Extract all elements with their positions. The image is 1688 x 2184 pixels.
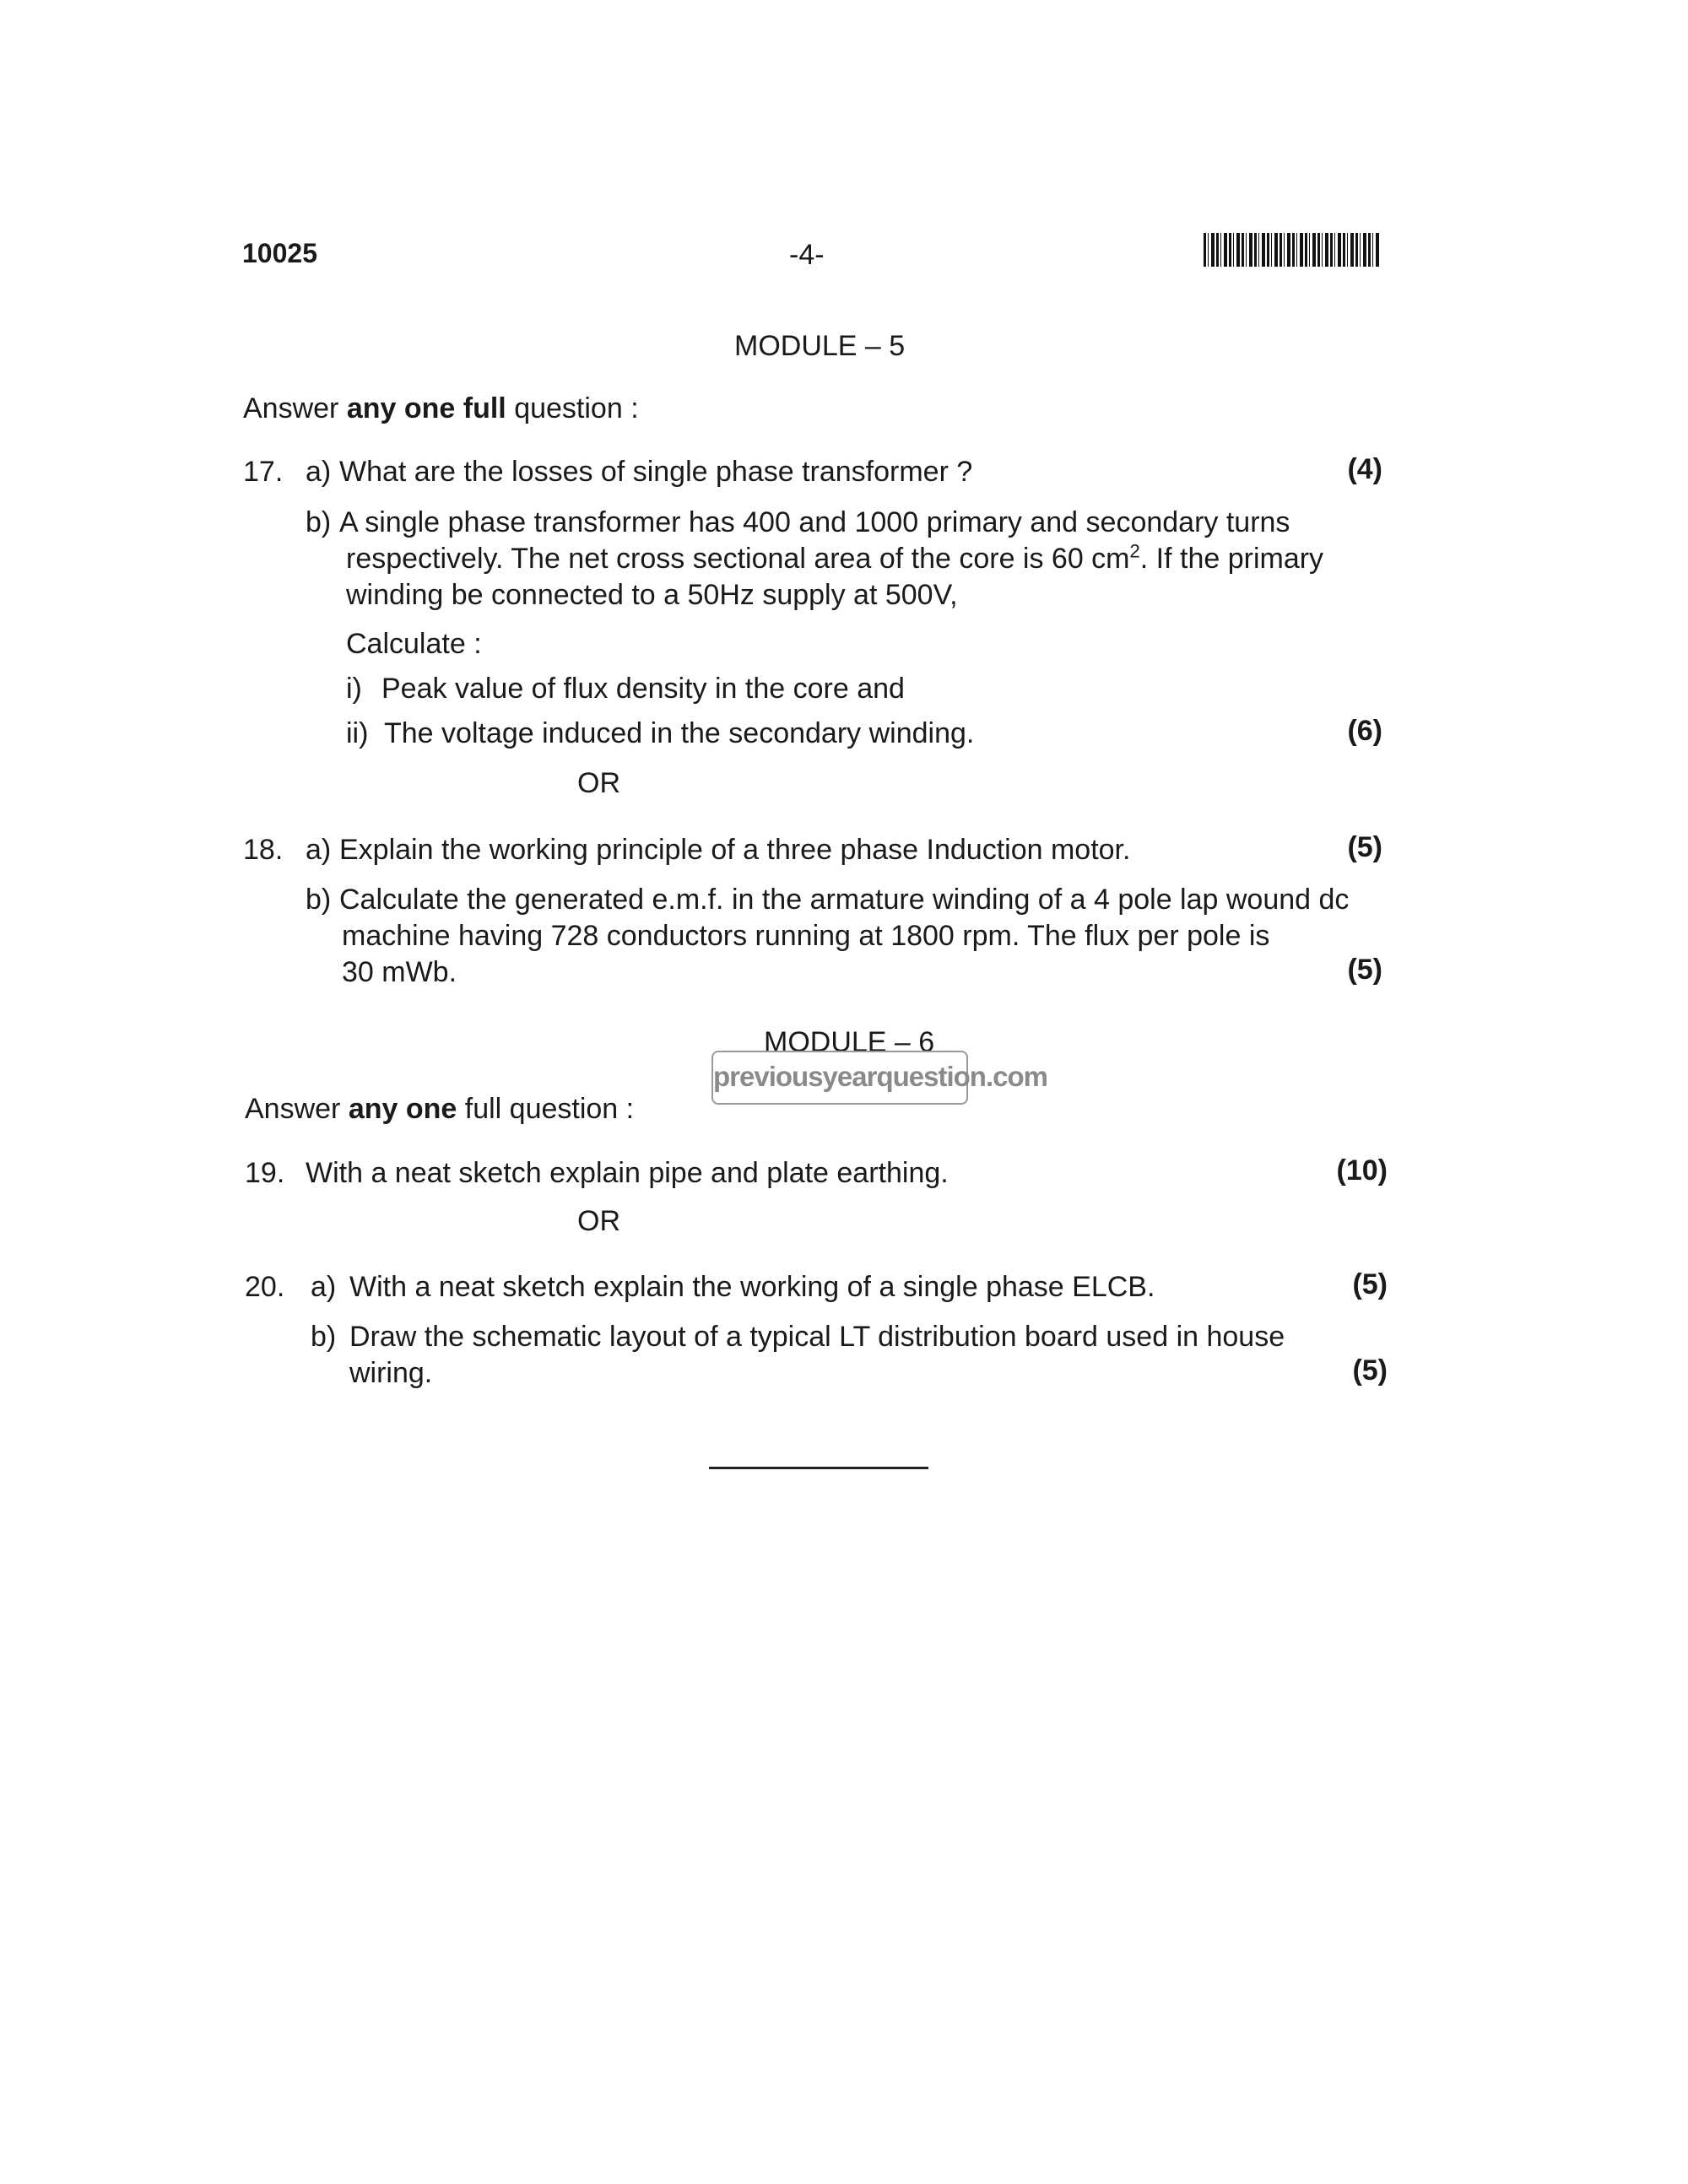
q20b-marks: (5) <box>1352 1354 1388 1387</box>
q17b-ii-label: ii) <box>346 717 369 749</box>
q19-marks: (10) <box>1336 1154 1388 1187</box>
q20b-line1: Draw the schematic layout of a typical LT distribution board used in house <box>349 1321 1285 1353</box>
q17a-text: What are the losses of single phase transformer ? <box>339 456 973 488</box>
q18b-line3: 30 mWb. <box>342 956 457 988</box>
q17b-line1: A single phase transformer has 400 and 1000 primary and secondary turns <box>339 506 1290 538</box>
q18b-marks: (5) <box>1347 954 1382 986</box>
q17b-label: b) <box>306 506 332 538</box>
or-divider-1: OR <box>577 767 620 799</box>
end-rule <box>709 1467 928 1469</box>
q18b-label: b) <box>306 884 332 916</box>
q18-number: 18. <box>243 834 284 866</box>
q17a-marks: (4) <box>1347 453 1382 485</box>
page-number: -4- <box>789 239 825 271</box>
q18a-marks: (5) <box>1347 831 1382 863</box>
q17b-marks: (6) <box>1347 715 1382 747</box>
barcode <box>1204 233 1381 267</box>
q18b-line2: machine having 728 conductors running at 1800 rpm. The flux per pole is <box>342 920 1270 952</box>
q20a-marks: (5) <box>1352 1268 1388 1300</box>
q20a-label: a) <box>311 1271 337 1303</box>
q17b-i-label: i) <box>346 673 362 705</box>
q20b-line2: wiring. <box>349 1357 433 1389</box>
module-6-instruction: Answer any one full question : <box>245 1093 635 1125</box>
q20-number: 20. <box>245 1271 285 1303</box>
or-divider-2: OR <box>577 1205 620 1237</box>
module-6-title: MODULE – 6 <box>764 1026 935 1058</box>
q20b-label: b) <box>311 1321 337 1353</box>
q18a-label: a) <box>306 834 332 866</box>
q17-number: 17. <box>243 456 284 488</box>
q17b-line3: winding be connected to a 50Hz supply at 500V, <box>346 579 958 611</box>
q18b-line1: Calculate the generated e.m.f. in the armature winding of a 4 pole lap wound dc <box>339 884 1350 916</box>
paper-code: 10025 <box>242 238 317 268</box>
q17a-label: a) <box>306 456 332 488</box>
q17b-line2: respectively. The net cross sectional area of the core is 60 $cm^2$. If the primary <box>346 540 1324 575</box>
q19-text: With a neat sketch explain pipe and plate earthing. <box>306 1157 949 1189</box>
q17b-calculate: Calculate : <box>346 628 482 660</box>
q20a-text: With a neat sketch explain the working of a single phase ELCB. <box>349 1271 1155 1303</box>
q17b-i-text: Peak value of flux density in the core and <box>381 673 905 705</box>
q18a-text: Explain the working principle of a three phase Induction motor. <box>339 834 1131 866</box>
q17b-ii-text: The voltage induced in the secondary winding. <box>384 717 975 749</box>
module-5-title: MODULE – 5 <box>734 330 906 362</box>
watermark: previousyearquestion.com <box>711 1051 968 1105</box>
module-5-instruction: Answer any one full question : <box>243 392 639 424</box>
q19-number: 19. <box>245 1157 285 1189</box>
